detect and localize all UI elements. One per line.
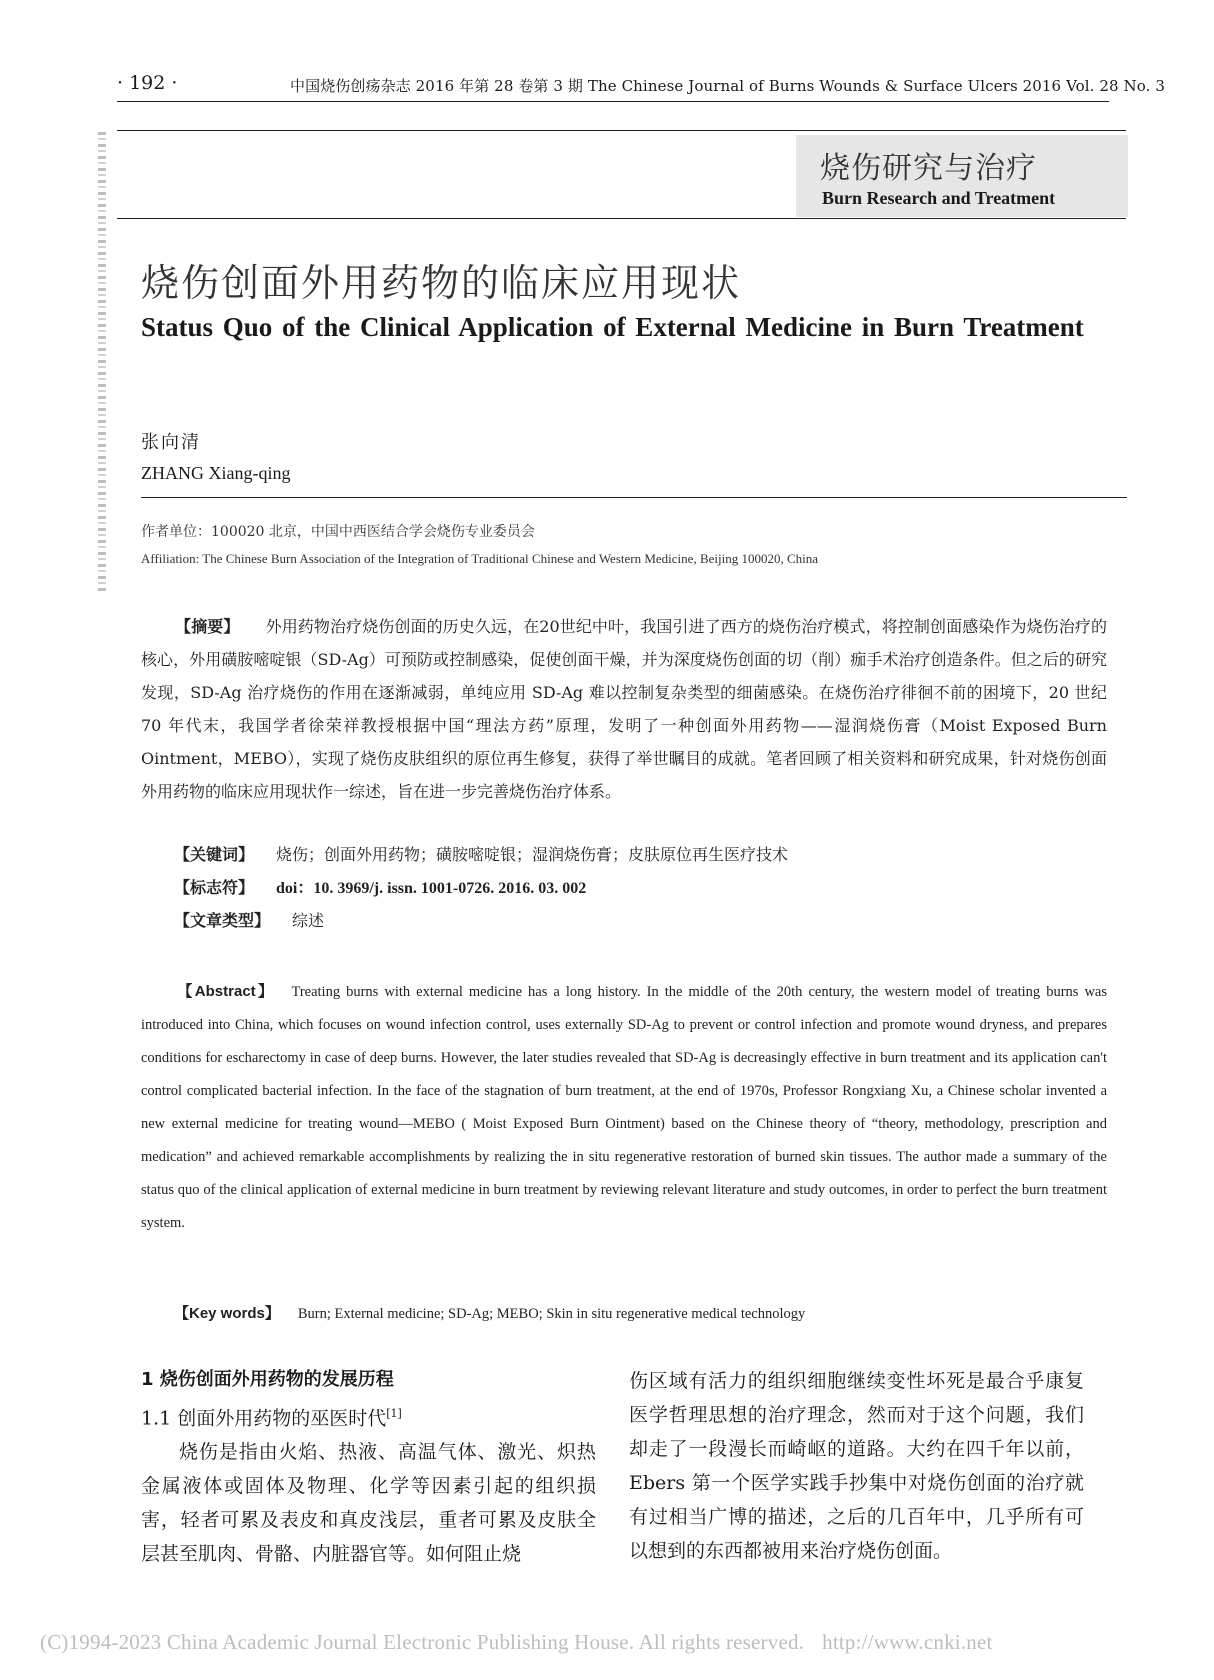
citation-ref: [1] <box>386 1407 402 1420</box>
affiliation-en: Affiliation: The Chinese Burn Association of the Integration of Traditional Chinese and Western Medicine, Beijing 100020, China <box>141 551 819 566</box>
keywords-cn-row <box>174 842 788 865</box>
keywords-cn-label: 【关键词】 <box>174 845 255 864</box>
scan-edge-artifact <box>98 132 106 592</box>
abstract-en <box>141 975 1107 1240</box>
section-heading-1-1 <box>141 1397 596 1435</box>
abstract-cn <box>141 610 1107 808</box>
article-type-label: 【文章类型】 <box>174 911 271 930</box>
footer-copyright: (C)1994-2023 China Academic Journal Electronic Publishing House. All rights reserved. <box>40 1630 805 1654</box>
article-type-row <box>174 908 324 931</box>
body-left-column <box>141 1363 596 1571</box>
page-number: · 192 · <box>117 72 178 94</box>
section-title-cn: 烧伤研究与治疗 <box>820 151 1037 186</box>
section-heading-1-1-text: 1.1 创面外用药物的巫医时代 <box>141 1407 387 1430</box>
header-rule <box>117 101 1109 102</box>
section-heading-1: 1 烧伤创面外用药物的发展历程 <box>141 1369 394 1390</box>
affiliation-cn: 作者单位：100020 北京，中国中西医结合学会烧伤专业委员会 <box>141 524 535 540</box>
doi-row <box>174 875 586 898</box>
section-title-en: Burn Research and Treatment <box>822 188 1056 208</box>
section-bottom-rule <box>117 218 1126 219</box>
abstract-en-text: Treating burns with external medicine has a long history. In the middle of the 20th century, the western model of treating burns was introduced into China, which focuses on wound infection control, uses externally SD-Ag to prevent or control infection and promote wound dryness, and prepares conditions for escharectomy in case of deep burns. However, the later studies revealed that SD-Ag is decreasingly effective in burn treatment and its application can't control complicated bacterial infection. In the face of the stagnation of burn treatment, at the end of 1970s, Professor Rongxiang Xu, a Chinese scholar invented a new external medicine for treating wound—MEBO ( Moist Exposed Burn Ointment) based on the Chinese theory of “theory, methodology, prescription and medication” and achieved remarkable accomplishments by realizing the in situ regenerative restoration of burned skin tissues. The author made a summary of the status quo of the clinical application of external medicine in burn treatment by reviewing relevant literature and study outcomes, in order to perfect the burn treatment system. <box>141 984 1107 1231</box>
keywords-en-label: 【Key words】 <box>174 1305 280 1322</box>
body-paragraph-left: 烧伤是指由火焰、热液、高温气体、激光、炽热金属液体或固体及物理、化学等因素引起的组织损害，轻者可累及表皮和真皮浅层，重者可累及皮肤全层甚至肌肉、骨骼、内脏器官等。如何阻止烧 <box>141 1441 596 1566</box>
article-type-value: 综述 <box>292 911 325 930</box>
keywords-en-row <box>174 1302 805 1323</box>
running-header: 中国烧伤创疡杂志 2016 年第 28 卷第 3 期 The Chinese Journal of Burns Wounds & Surface Ulcers 2016 Vol. 28 No. 3 <box>290 77 1166 95</box>
section-top-rule <box>117 130 1126 131</box>
body-right-column <box>629 1364 1084 1568</box>
doi-value: doi：10. 3969/j. issn. 1001-0726. 2016. 03. 002 <box>276 880 587 897</box>
abstract-cn-label: 【摘要】 <box>175 617 240 636</box>
footer-url: http://www.cnki.net <box>822 1630 993 1654</box>
body-paragraph-right: 伤区域有活力的组织细胞继续变性坏死是最合乎康复医学哲理思想的治疗理念，然而对于这个问题，我们却走了一段漫长而崎岖的道路。大约在四千年以前，Ebers 第一个医学实践手抄集中对烧伤创面的治疗就有过相当广博的描述，之后的几百年中，几乎所有可以想到的东西都被用来治疗烧伤创面。 <box>629 1370 1084 1562</box>
doi-label: 【标志符】 <box>174 878 255 897</box>
article-title-cn: 烧伤创面外用药物的临床应用现状 <box>141 261 742 305</box>
author-en: ZHANG Xiang-qing <box>141 463 291 483</box>
abstract-cn-text: 外用药物治疗烧伤创面的历史久远，在20世纪中叶，我国引进了西方的烧伤治疗模式，将控制创面感染作为烧伤治疗的核心，外用磺胺嘧啶银（SD-Ag）可预防或控制感染，促使创面干燥，并为深度烧伤创面的切（削）痂手术治疗创造条件。但之后的研究发现，SD-Ag 治疗烧伤的作用在逐渐减弱，单纯应用 SD-Ag 难以控制复杂类型的细菌感染。在烧伤治疗徘徊不前的困境下，20 世纪 70 年代末，我国学者徐荣祥教授根据中国“理法方药”原理，发明了一种创面外用药物——湿润烧伤膏（Moist Exposed Burn Ointment，MEBO），实现了烧伤皮肤组织的原位再生修复，获得了举世瞩目的成就。笔者回顾了相关资料和研究成果，针对烧伤创面外用药物的临床应用现状作一综述，旨在进一步完善烧伤治疗体系。 <box>141 617 1107 801</box>
footer-watermark <box>40 1630 993 1655</box>
author-cn: 张向清 <box>141 432 201 453</box>
keywords-en: Burn; External medicine; SD-Ag; MEBO; Skin in situ regenerative medical technology <box>297 1306 806 1322</box>
author-rule <box>141 497 1127 498</box>
keywords-cn: 烧伤；创面外用药物；磺胺嘧啶银；湿润烧伤膏；皮肤原位再生医疗技术 <box>276 845 789 864</box>
abstract-en-label: 【Abstract】 <box>175 983 276 1000</box>
article-title-en: Status Quo of the Clinical Application of External Medicine in Burn Treatment <box>141 312 1084 342</box>
